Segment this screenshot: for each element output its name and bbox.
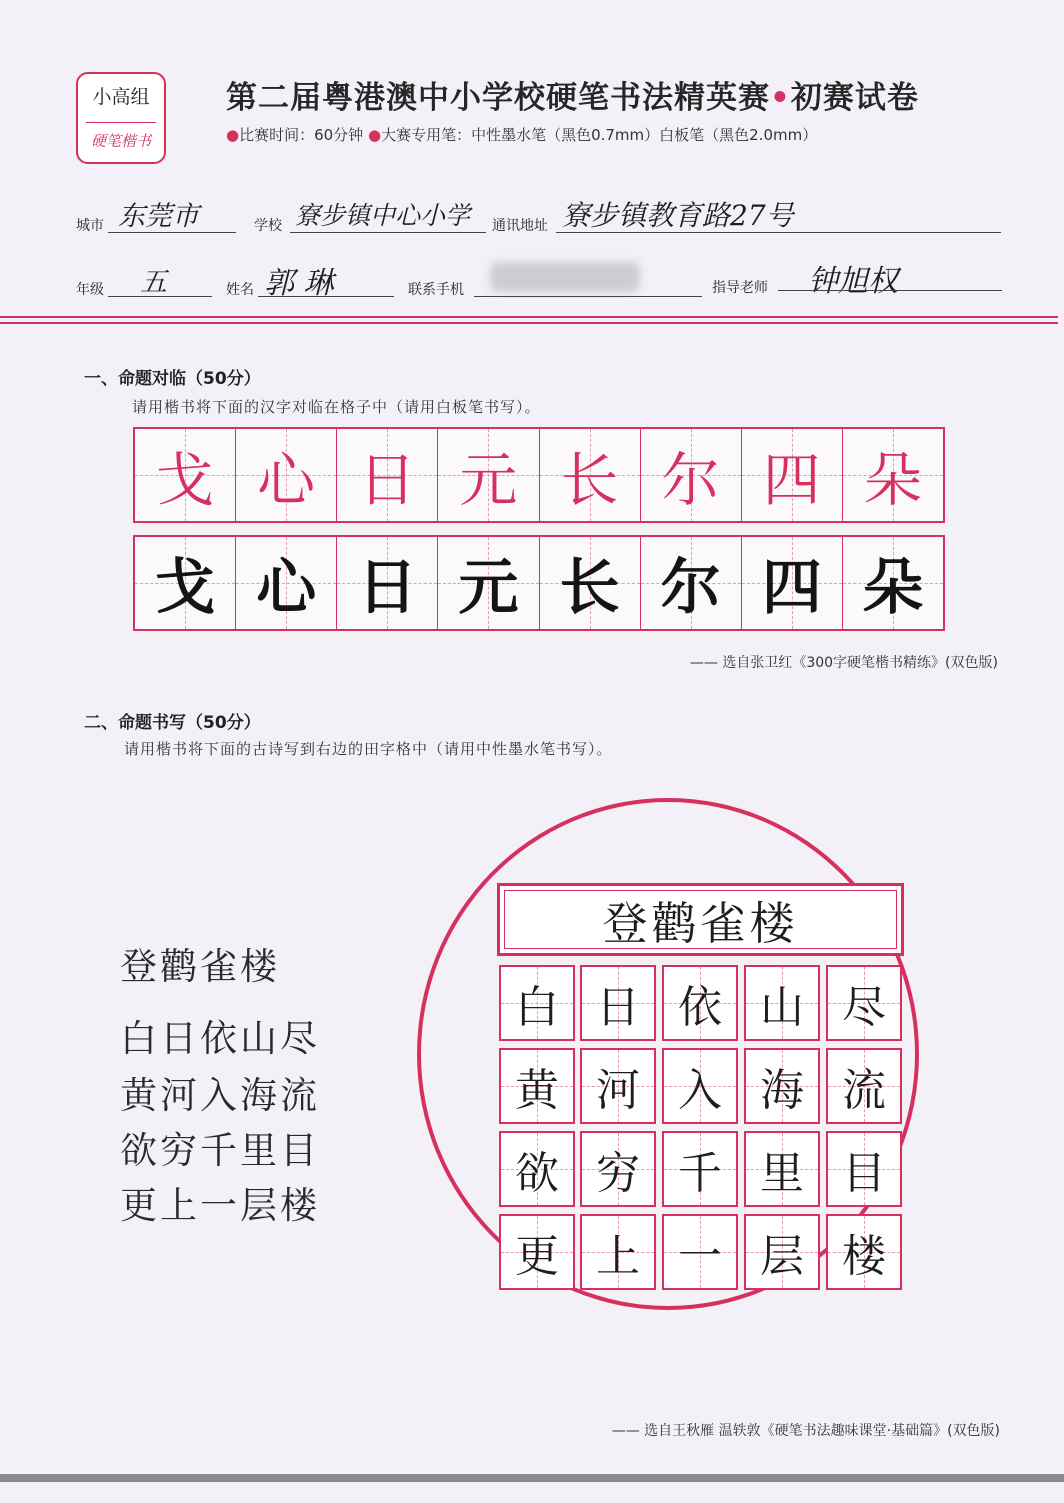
grid-cell: [499, 1214, 575, 1290]
model-cell: [742, 429, 843, 521]
grid-char: 层: [760, 1231, 804, 1282]
grid-cell: [662, 965, 738, 1041]
grid-cell: [499, 1048, 575, 1124]
city-value: 东莞市: [118, 201, 199, 232]
name-underline: [258, 295, 394, 297]
poem-line: 黄河入海流: [120, 1074, 320, 1117]
model-cell: [843, 429, 943, 521]
written-cell: [742, 537, 843, 629]
section1-instruction: 请用楷书将下面的汉字对临在格子中（请用白板笔书写）。: [132, 398, 541, 416]
written-char: 心: [256, 553, 317, 623]
written-char: 元: [458, 553, 519, 623]
address-underline: [556, 231, 1001, 233]
model-cell: [135, 429, 236, 521]
written-char: 四: [761, 553, 822, 623]
grid-char: 日: [596, 982, 640, 1033]
written-char: 长: [559, 553, 620, 623]
grid-char: 白: [515, 982, 559, 1033]
grid-cell: [580, 1214, 656, 1290]
written-char: 朵: [862, 553, 923, 623]
grid-char: 流: [842, 1065, 886, 1116]
grid-char: 楼: [842, 1231, 886, 1282]
badge-divider: [86, 122, 156, 123]
model-cell: [540, 429, 641, 521]
teacher-value: 钟旭权: [808, 264, 898, 299]
subtitle-time: 比赛时间：60分钟: [239, 126, 364, 144]
phone-redacted: [490, 262, 640, 292]
grid-char: 山: [760, 982, 804, 1033]
grid-cell: [826, 1214, 902, 1290]
section2-heading: 二、命题书写（50分）: [84, 713, 261, 733]
written-character-row: [133, 535, 945, 631]
poem-line: 欲穷千里目: [120, 1129, 320, 1172]
grid-cell: [662, 1048, 738, 1124]
grid-cell: [499, 1131, 575, 1207]
grid-cell: [744, 1214, 820, 1290]
grid-cell: [662, 1214, 738, 1290]
section2-instruction: 请用楷书将下面的古诗写到右边的田字格中（请用中性墨水笔书写）。: [124, 740, 613, 758]
model-cell: [641, 429, 742, 521]
name-label: 姓名: [226, 282, 254, 298]
grade-label: 年级: [76, 282, 104, 298]
grade-value: 五: [140, 267, 167, 298]
category-badge: [76, 72, 166, 164]
grid-char: 依: [678, 982, 722, 1033]
written-cell: [540, 537, 641, 629]
title-suffix: 初赛试卷: [790, 80, 919, 116]
badge-group-label: 小高组: [92, 86, 150, 108]
poem-line: 白日依山尽: [120, 1017, 320, 1060]
grid-char: 千: [678, 1148, 722, 1199]
city-underline: [108, 231, 236, 233]
model-cell: [438, 429, 539, 521]
grid-cell: [580, 965, 656, 1041]
grid-cell: [826, 965, 902, 1041]
written-char: 尔: [660, 553, 721, 623]
page-title: [226, 72, 919, 117]
grade-underline: [108, 295, 212, 297]
written-cell: [843, 537, 943, 629]
written-char: 日: [357, 553, 418, 623]
bottom-bar: [0, 1474, 1064, 1482]
bullet-icon: ●: [226, 126, 240, 144]
written-title: 登鹳雀楼: [602, 897, 799, 950]
model-char: 朵: [863, 446, 922, 514]
bullet-icon: ●: [367, 126, 382, 144]
written-cell: [438, 537, 539, 629]
section1-source: —— 选自张卫红《300字硬笔楷书精练》(双色版): [689, 655, 998, 671]
grid-char: 欲: [515, 1148, 559, 1199]
model-character-row: [133, 427, 945, 523]
badge-category-label: 硬笔楷书: [90, 132, 151, 150]
model-cell: [236, 429, 337, 521]
address-label: 通讯地址: [492, 218, 548, 234]
model-char: 心: [257, 446, 316, 514]
subtitle: [226, 124, 817, 145]
school-label: 学校: [254, 218, 282, 234]
model-char: 日: [358, 446, 417, 514]
written-cell: [641, 537, 742, 629]
subtitle-pens: 大赛专用笔：中性墨水笔（黑色0.7mm）白板笔（黑色2.0mm）: [381, 126, 818, 144]
model-char: 元: [459, 446, 518, 514]
model-char: 四: [762, 446, 821, 514]
model-char: 尔: [661, 446, 720, 514]
poem-title: 登鹳雀楼: [120, 945, 280, 988]
teacher-label: 指导老师: [712, 280, 768, 296]
model-char: 戈: [156, 446, 215, 514]
grid-cell: [744, 1048, 820, 1124]
phone-label: 联系手机: [408, 282, 464, 298]
city-label: 城市: [76, 218, 104, 234]
grid-cell: [744, 965, 820, 1041]
poem-line: 更上一层楼: [120, 1184, 320, 1227]
phone-underline: [474, 295, 702, 297]
title-dot: •: [770, 80, 791, 116]
section1-heading: 一、命题对临（50分）: [84, 369, 261, 389]
title-main: 第二届粤港澳中小学校硬笔书法精英赛: [226, 80, 770, 116]
model-cell: [337, 429, 438, 521]
grid-char: 黄: [515, 1065, 559, 1116]
divider-rule: [0, 316, 1058, 318]
written-cell: [236, 537, 337, 629]
grid-cell: [580, 1131, 656, 1207]
written-cell: [135, 537, 236, 629]
grid-char: 尽: [842, 982, 886, 1033]
grid-char: 更: [515, 1231, 559, 1282]
address-value: 寮步镇教育路27号: [562, 199, 794, 232]
school-underline: [290, 231, 486, 233]
teacher-underline: [778, 289, 1002, 291]
grid-cell: [826, 1131, 902, 1207]
written-char: 戈: [155, 553, 216, 623]
written-title-box: [497, 883, 904, 956]
grid-char: 里: [760, 1148, 804, 1199]
model-char: 长: [560, 446, 619, 514]
written-cell: [337, 537, 438, 629]
grid-char: 一: [678, 1231, 722, 1282]
grid-char: 上: [596, 1231, 640, 1282]
grid-char: 目: [842, 1148, 886, 1199]
grid-char: 海: [760, 1065, 804, 1116]
grid-cell: [580, 1048, 656, 1124]
name-value: 郭 琳: [264, 266, 334, 301]
grid-char: 入: [678, 1065, 722, 1116]
grid-cell: [826, 1048, 902, 1124]
grid-cell: [662, 1131, 738, 1207]
grid-cell: [499, 965, 575, 1041]
section2-source: —— 选自王秋雁 温轶敦《硬笔书法趣味课堂·基础篇》(双色版): [611, 1423, 1000, 1439]
grid-char: 河: [596, 1065, 640, 1116]
school-value: 寮步镇中心小学: [295, 201, 471, 230]
grid-cell: [744, 1131, 820, 1207]
divider-rule-thin: [0, 322, 1058, 324]
grid-char: 穷: [596, 1148, 640, 1199]
